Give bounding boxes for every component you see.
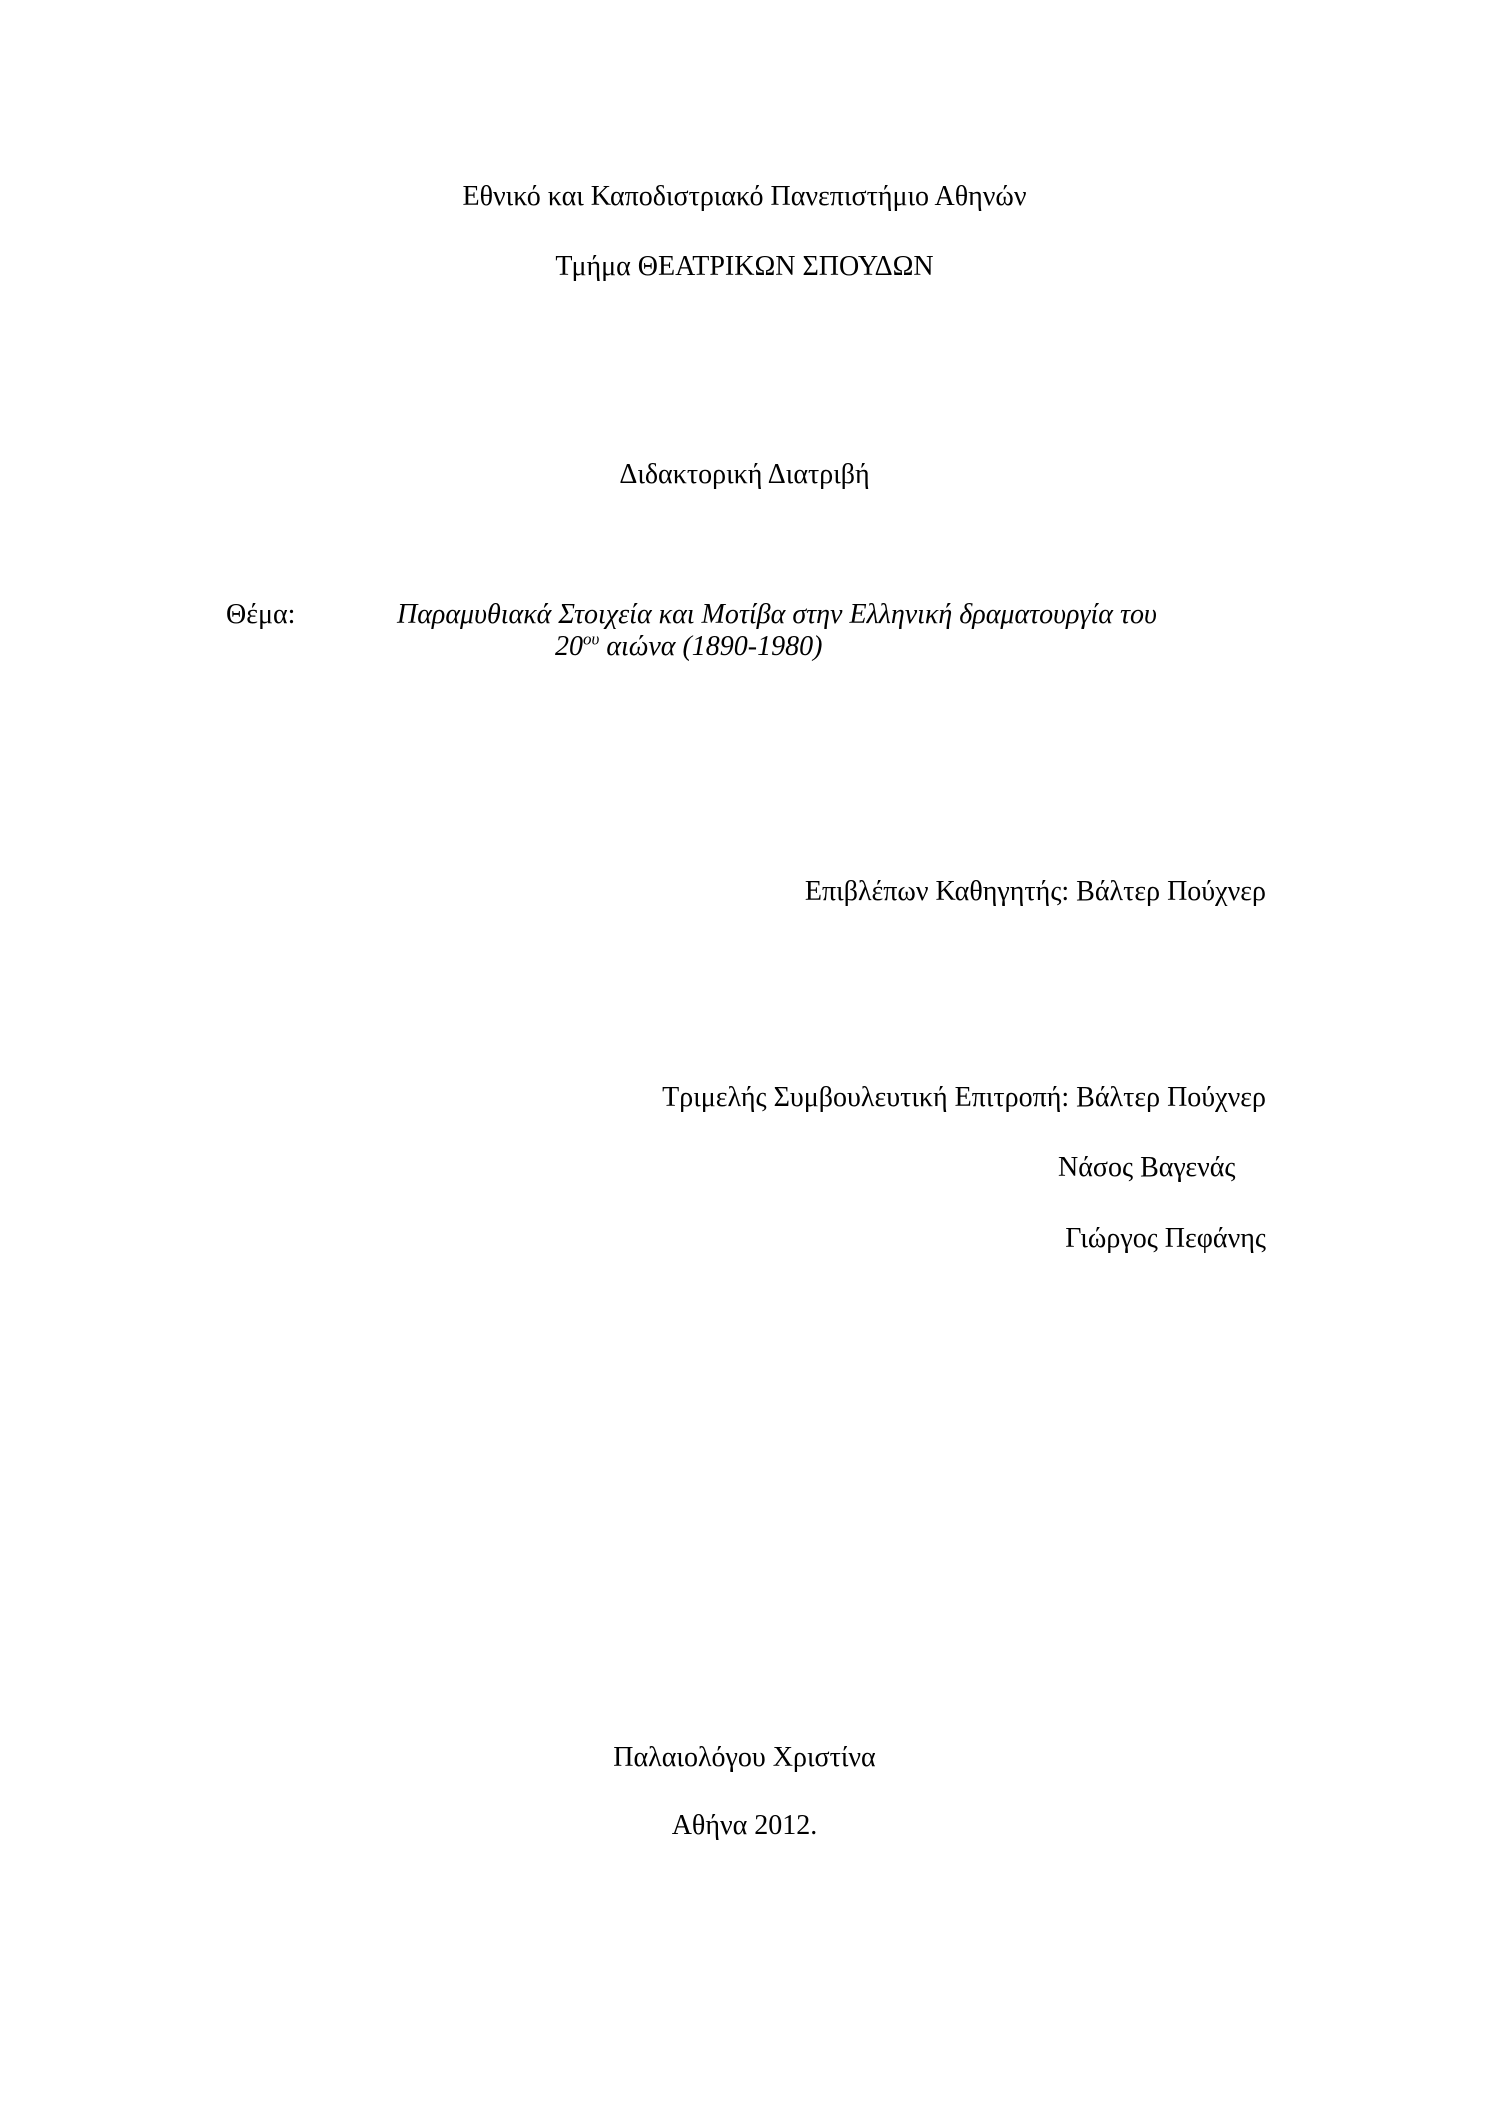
place-year: Αθήνα 2012. [671,1810,818,1841]
supervisor-line: Επιβλέπων Καθηγητής: Βάλτερ Πούχνερ [804,876,1266,907]
author-name: Παλαιολόγου Χριστίνα [613,1742,876,1773]
document-type: Διδακτορική Διατριβή [619,459,870,490]
committee-member-3: Γιώργος Πεφάνης [1065,1223,1266,1254]
century-number: 20 [555,631,583,662]
subject-title-line1: Παραμυθιακά Στοιχεία και Μοτίβα στην Ελληνική δραματουργία του [397,599,1157,630]
committee-line: Τριμελής Συμβουλευτική Επιτροπή: Βάλτερ Πούχνερ [662,1082,1266,1113]
university-name: Εθνικό και Καποδιστριακό Πανεπιστήμιο Αθηνών [462,181,1027,212]
century-rest: αιώνα (1890-1980) [599,631,823,662]
century-ordinal-superscript: ου [583,629,600,649]
committee-member-2: Νάσος Βαγενάς [1058,1152,1236,1183]
subject-title-line2 [555,630,822,664]
subject-label: Θέμα: [226,599,296,630]
department-name: Τμήμα ΘΕΑΤΡΙΚΩΝ ΣΠΟΥΔΩΝ [555,251,934,282]
